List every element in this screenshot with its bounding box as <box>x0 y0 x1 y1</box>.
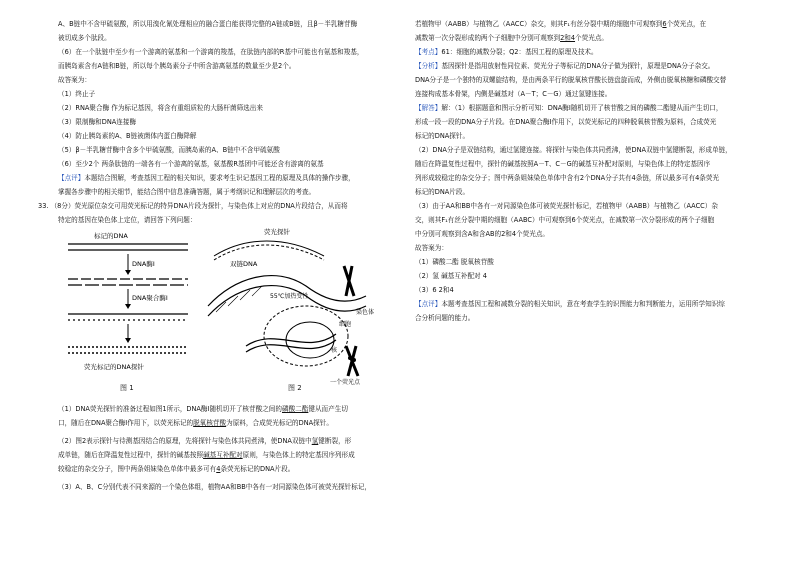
jieda-tag: 【解答】 <box>415 104 442 112</box>
q3-line: （3）A、B、C分别代表不同来源的一个染色体组，植物AA和BB中各有一对同源染色体可被荧光探针标记， <box>58 483 372 491</box>
text-line: （1）终止子 <box>58 90 96 98</box>
text-line: 列形成较稳定的杂交分子；图中两条姐妹染色单体中含有2个DNA分子共有4条链，所以最多可有4条荧光 <box>415 174 720 182</box>
text: 成单链，随后在降温复性过程中，探针的碱基按照 <box>58 451 204 459</box>
dianping-line <box>415 300 725 309</box>
question-33-line: 33. （8分）荧光原位杂交可用荧光标记的特异DNA片段为探针，与染色体上对应的DNA片段结合，从而将 <box>38 202 348 210</box>
text-line: 连接构成基本骨架，内侧是碱基对（A－T；C－G）通过氢键连接。 <box>415 90 612 98</box>
q1-line <box>58 405 348 414</box>
text: 口，随后在DNA聚合酶Ⅰ作用下，以荧光标记的 <box>58 419 194 427</box>
right-column <box>415 0 770 565</box>
text-line: （2）DNA分子是双链结构，通过氢键连接。将探针与染色体共同煮沸，使DNA双链中氢键断裂，形成单链， <box>415 146 732 154</box>
text-line: 形成一段一段的DNA分子片段。在DNA聚合酶Ⅰ作用下，以荧光标记的四种脱氧核苷酸为原料，合成荧光 <box>415 118 717 126</box>
text-line: 标记的DNA探针。 <box>415 132 470 140</box>
text-line: （2）氢 碱基互补配对 4 <box>415 272 487 280</box>
text-line: A、B链中不含甲硫氨酸，所以用溴化氰处理相应的融合蛋白能获得完整的A链或B链，且β－半乳糖苷酶 <box>58 20 358 28</box>
text-line <box>415 20 706 29</box>
text: 个荧光点。 <box>575 34 609 42</box>
text: 较稳定的杂交分子，图中两条姐妹染色单体中最多可有 <box>58 465 217 473</box>
text-line: （6）在一个肽链中至少有一个游离的氨基和一个游离的羧基，在肽链内部的R基中可能也有氨基和羧基， <box>58 48 364 56</box>
text-line: 掌握各步骤中的相关细节，能结合图中信息准确答题，属于考纲识记和理解层次的考查。 <box>58 188 316 196</box>
text-line: DNA分子是一个独特的双螺旋结构，是由两条平行的脱氧核苷酸长链盘旋而成，外侧由脱氧核糖和磷酸交替 <box>415 76 727 84</box>
q2-line-2 <box>58 451 355 460</box>
text-line: （3）6 2和4 <box>415 286 454 294</box>
text: 基因探针是指用放射性同位素、荧光分子等标记的DNA分子做为探针，原理是DNA分子杂交。 <box>441 62 715 70</box>
fenxi-tag: 【分析】 <box>415 62 442 70</box>
answer: 氢 <box>311 437 319 445</box>
text-line: 故答案为： <box>415 244 448 252</box>
fig1-label: 荧光标记的DNA探针 <box>84 363 144 371</box>
text-line: （4）防止胰岛素的A、B链被菌体内蛋白酶降解 <box>58 132 197 140</box>
text: （1）DNA荧光探针的准备过程如图1所示，DNA酶Ⅰ随机切开了核苷酸之间的 <box>58 405 282 413</box>
text-line: 合分析问题的能力。 <box>415 314 475 322</box>
kaodian-line <box>415 48 598 57</box>
fig2-chrom: 染色体 <box>356 309 375 316</box>
fig2-nuc: 核 <box>331 347 338 354</box>
text-line: （2）RNA聚合酶 作为标记基因，将含有重组质粒的大肠杆菌筛选出来 <box>58 104 263 112</box>
text-line: （3）由于AA和BB中各有一对同源染色体可被荧光探针标记，若植物甲（AABB）与植物乙（AACC）杂 <box>415 202 718 210</box>
text-line: 中分别可观察到含A和含AB的2和4个荧光点。 <box>415 230 550 238</box>
text-line: 特定的基因在染色体上定位，请回答下列问题： <box>58 216 197 224</box>
kaodian-tag: 【考点】 <box>415 48 442 56</box>
fig1-title: 标记的DNA <box>94 232 128 240</box>
text: 个荧光点，在 <box>666 20 707 28</box>
text-line: 被切成多个肽段。 <box>58 34 111 42</box>
q1-line-2 <box>58 419 333 428</box>
text-line: （6）至少2个 两条肽链的一端各有一个游离的氨基，氨基酸R基团中可能还含有游离的氨基 <box>58 160 324 168</box>
fig2-temp: 55℃加热变性 <box>270 293 309 300</box>
text-line: 随后在降温复性过程中，探针的碱基按照A－T、C－G的碱基互补配对原则，与染色体上的特定基因序 <box>415 160 711 168</box>
left-column <box>38 0 413 565</box>
dianping-tag: 【点评】 <box>415 300 442 308</box>
text: 解：（1）根据题意和图示分析可知：DNA酶Ⅰ随机切开了核苷酸之间的磷酸二酯键从而产生切口， <box>441 104 723 112</box>
text: 条荧光标记的DNA片段。 <box>220 465 295 473</box>
comment-tag: 【点评】 <box>58 174 85 182</box>
fenxi-line <box>415 62 714 71</box>
fig2-probe: 荧光探针 <box>264 228 290 236</box>
text: 减数第一次分裂形成的两个子细胞中分别可观察到 <box>415 34 561 42</box>
comment-line <box>58 174 355 183</box>
text: 原则，与染色体上的特定基因序列形成 <box>242 451 355 459</box>
fig2-cell: 细胞 <box>339 321 352 328</box>
text-line: 交，则其F₁有丝分裂中期的细胞（AABC）中可观察到6个荧光点，在减数第一次分裂形成的两个子细胞 <box>415 216 715 224</box>
text-line <box>415 34 608 43</box>
fig1-step1: DNA酶Ⅰ <box>132 260 155 268</box>
fig2-dsdna: 双链DNA <box>230 260 258 268</box>
text: 键从而产生切 <box>308 405 348 413</box>
text-line: （5）β－半乳糖苷酶中含多个甲硫氨酸，而胰岛素的A、B链中不含甲硫氨酸 <box>58 146 280 154</box>
text: （2）图2表示探针与待测基因结合的原理，先将探针与染色体共同煮沸，使DNA双链中 <box>58 437 312 445</box>
text: 本题考查基因工程和减数分裂的相关知识，意在考查学生的识图能力和判断能力，运用所学知识综 <box>441 300 725 308</box>
text-line: 而胰岛素含有A链和B链，所以每个胰岛素分子中所含游离氨基的数量至少是2个。 <box>58 62 296 70</box>
answer: 磷酸二酯 <box>282 405 309 413</box>
text: 若植物甲（AABB）与植物乙（AACC）杂交，则其F₁有丝分裂中期的细胞中可观察到 <box>415 20 663 28</box>
answer: 4 <box>216 465 221 473</box>
text-line: （3）限制酶和DNA连接酶 <box>58 118 137 126</box>
text-line: 标记的DNA片段。 <box>415 188 470 196</box>
jieda-line <box>415 104 722 113</box>
fig1-step2: DNA聚合酶Ⅰ <box>132 294 168 302</box>
answer: 6 <box>662 20 667 28</box>
q2-line <box>58 437 351 446</box>
figure-1 <box>58 226 208 376</box>
answer: 碱基互补配对 <box>203 451 243 459</box>
fig1-caption: 图 1 <box>120 384 134 392</box>
text-line: 故答案为： <box>58 76 91 84</box>
figure-2 <box>206 226 376 386</box>
text: 61：细胞的减数分裂；Q2：基因工程的原理及技术。 <box>441 48 598 56</box>
text: 键断裂，形 <box>318 437 352 445</box>
text-line: （1）磷酸二酯 脱氧核苷酸 <box>415 258 494 266</box>
text: 为原料，合成荧光标记的DNA探针。 <box>226 419 333 427</box>
answer: 脱氧核苷酸 <box>193 419 227 427</box>
fig2-dot: 一个荧光点 <box>330 379 361 386</box>
fig2-caption: 图 2 <box>288 384 302 392</box>
comment-text: 本题结合图解，考查基因工程的相关知识，要求考生识记基因工程的原理及具体的操作步骤， <box>84 174 355 182</box>
answer: 2和4 <box>560 34 576 42</box>
q2-line-3 <box>58 465 294 474</box>
